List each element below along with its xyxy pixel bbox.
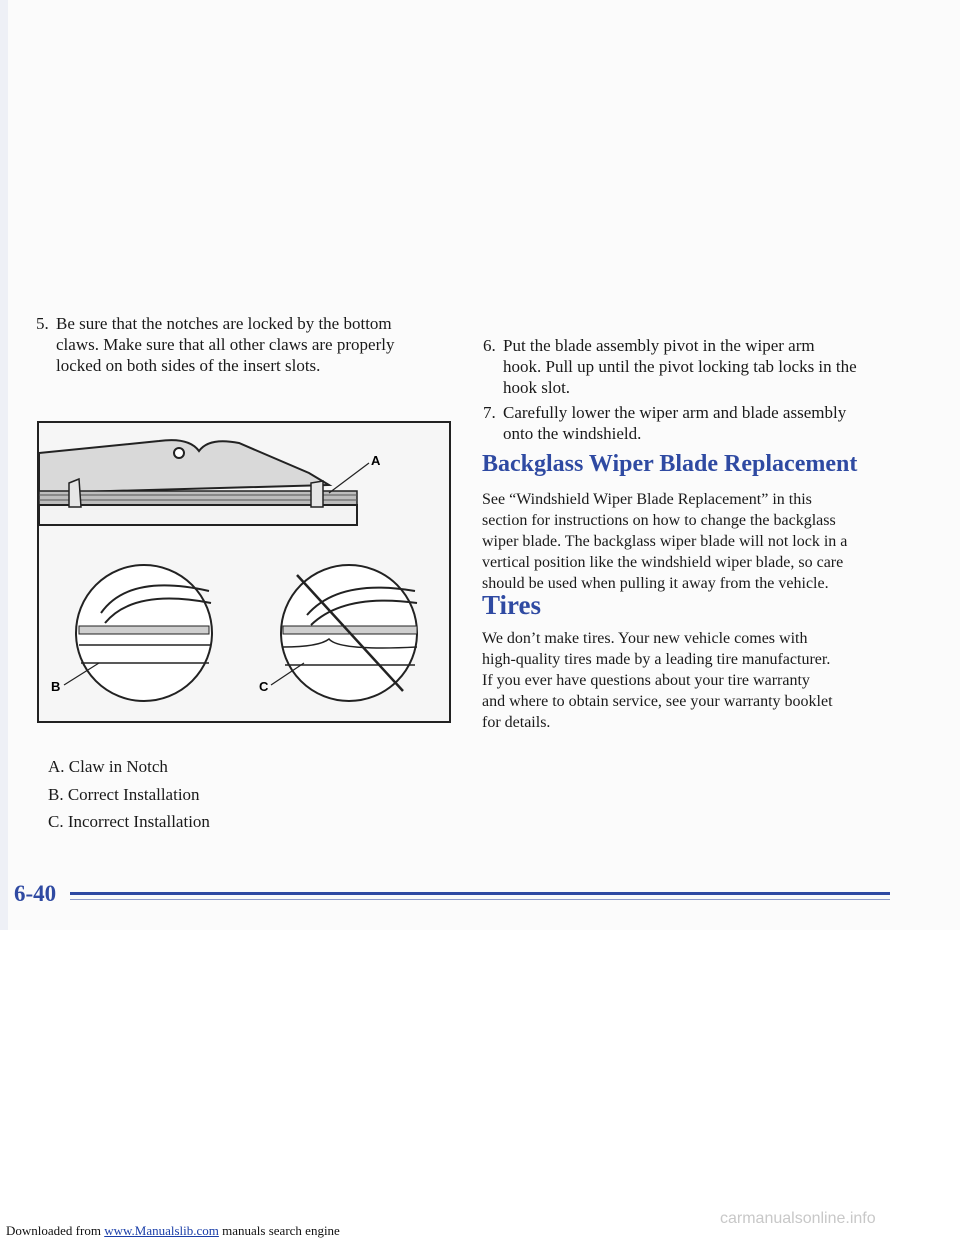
step-number: 7. bbox=[483, 403, 496, 422]
footer-rule-thin bbox=[70, 899, 890, 900]
paragraph-line: If you ever have questions about your tire warranty bbox=[482, 672, 810, 689]
section-heading-backglass: Backglass Wiper Blade Replacement bbox=[482, 451, 858, 477]
step-line: onto the windshield. bbox=[503, 424, 642, 443]
paragraph-line: section for instructions on how to change the backglass bbox=[482, 512, 836, 529]
footer-rule bbox=[70, 892, 890, 895]
step-line: Put the blade assembly pivot in the wiper arm bbox=[503, 336, 815, 355]
paragraph-line: for details. bbox=[482, 714, 551, 731]
wiper-illustration bbox=[39, 423, 449, 721]
step-number: 5. bbox=[36, 314, 49, 333]
section-heading-tires: Tires bbox=[482, 590, 542, 620]
banner-prefix: Downloaded from bbox=[6, 1223, 105, 1238]
paragraph-line: wiper blade. The backglass wiper blade will not lock in a bbox=[482, 533, 848, 550]
manualslib-link[interactable]: www.Manualslib.com bbox=[104, 1223, 219, 1238]
page-edge-strip bbox=[0, 0, 8, 930]
step-line: locked on both sides of the insert slots. bbox=[56, 356, 321, 375]
legend-item: A. Claw in Notch bbox=[48, 757, 168, 776]
legend-item: B. Correct Installation bbox=[48, 785, 200, 804]
step-number: 6. bbox=[483, 336, 496, 355]
claw-a bbox=[311, 481, 323, 507]
paragraph-line: high-quality tires made by a leading tire manufacturer. bbox=[482, 651, 831, 668]
step-line: Carefully lower the wiper arm and blade assembly bbox=[503, 403, 847, 422]
paragraph-line: and where to obtain service, see your warranty booklet bbox=[482, 693, 833, 710]
callout-a-label: A bbox=[371, 453, 381, 468]
claw-left bbox=[69, 479, 81, 507]
watermark: carmanualsonline.info bbox=[720, 1210, 876, 1227]
step-line: claws. Make sure that all other claws are properly bbox=[56, 335, 395, 354]
step-line: hook slot. bbox=[503, 378, 571, 397]
paragraph-line: See “Windshield Wiper Blade Replacement” in this bbox=[482, 491, 812, 508]
tires-paragraph bbox=[482, 628, 912, 733]
page-number: 6-40 bbox=[14, 881, 57, 906]
paragraph-line: vertical position like the windshield wiper blade, so care bbox=[482, 554, 844, 571]
download-banner-bottom bbox=[6, 1223, 340, 1239]
correct-rail bbox=[79, 626, 209, 634]
legend-item: C. Incorrect Installation bbox=[48, 812, 210, 831]
blade-frame-shape bbox=[39, 440, 329, 493]
paragraph-line: should be used when pulling it away from the vehicle. bbox=[482, 575, 829, 592]
blade-insert bbox=[39, 505, 357, 525]
step-line: hook. Pull up until the pivot locking tab locks in the bbox=[503, 357, 857, 376]
callout-c-label: C bbox=[259, 679, 269, 694]
callout-b-label: B bbox=[51, 679, 61, 694]
pivot-hole bbox=[174, 448, 184, 458]
paragraph-line: We don’t make tires. Your new vehicle comes with bbox=[482, 630, 808, 647]
blade-rail bbox=[39, 491, 357, 505]
wiper-insert-figure bbox=[37, 421, 451, 723]
banner-suffix: manuals search engine bbox=[218, 1223, 340, 1238]
backglass-paragraph bbox=[482, 489, 912, 594]
step-line: Be sure that the notches are locked by the bottom bbox=[56, 314, 392, 333]
callout-line-a bbox=[329, 463, 369, 493]
